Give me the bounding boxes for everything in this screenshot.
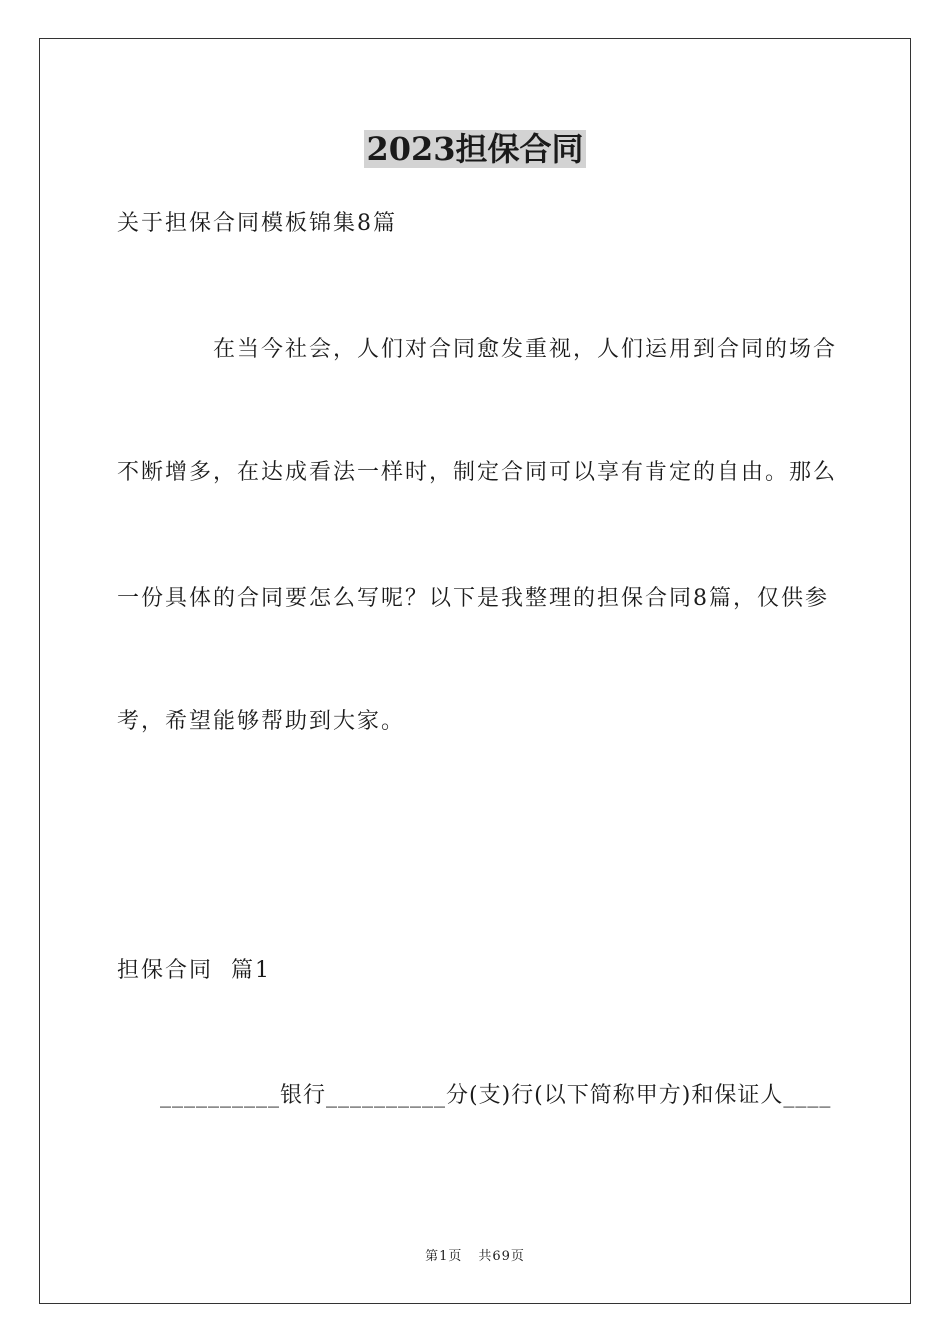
document-subtitle: 关于担保合同模板锦集8篇 — [117, 211, 397, 236]
intro-line-3: 一份具体的合同要怎么写呢？以下是我整理的担保合同8篇，仅供参 — [117, 586, 829, 611]
intro-line-2: 不断增多，在达成看法一样时，制定合同可以享有肯定的自由。那么 — [117, 460, 838, 485]
intro-line-4: 考，希望能够帮助到大家。 — [117, 709, 406, 734]
section-heading: 担保合同 篇1 — [117, 958, 271, 983]
page-footer — [0, 1248, 950, 1266]
total-pages-label: 共69页 — [478, 1249, 525, 1264]
page-number-label: 第1页 — [425, 1249, 463, 1264]
document-title-text: 2023担保合同 — [366, 130, 584, 168]
intro-line-1: 在当今社会，人们对合同愈发重视，人们运用到合同的场合 — [213, 337, 838, 362]
contract-clause-line: __________银行__________分(支)行(以下简称甲方)和保证人____ — [160, 1083, 832, 1108]
document-title — [0, 128, 950, 170]
